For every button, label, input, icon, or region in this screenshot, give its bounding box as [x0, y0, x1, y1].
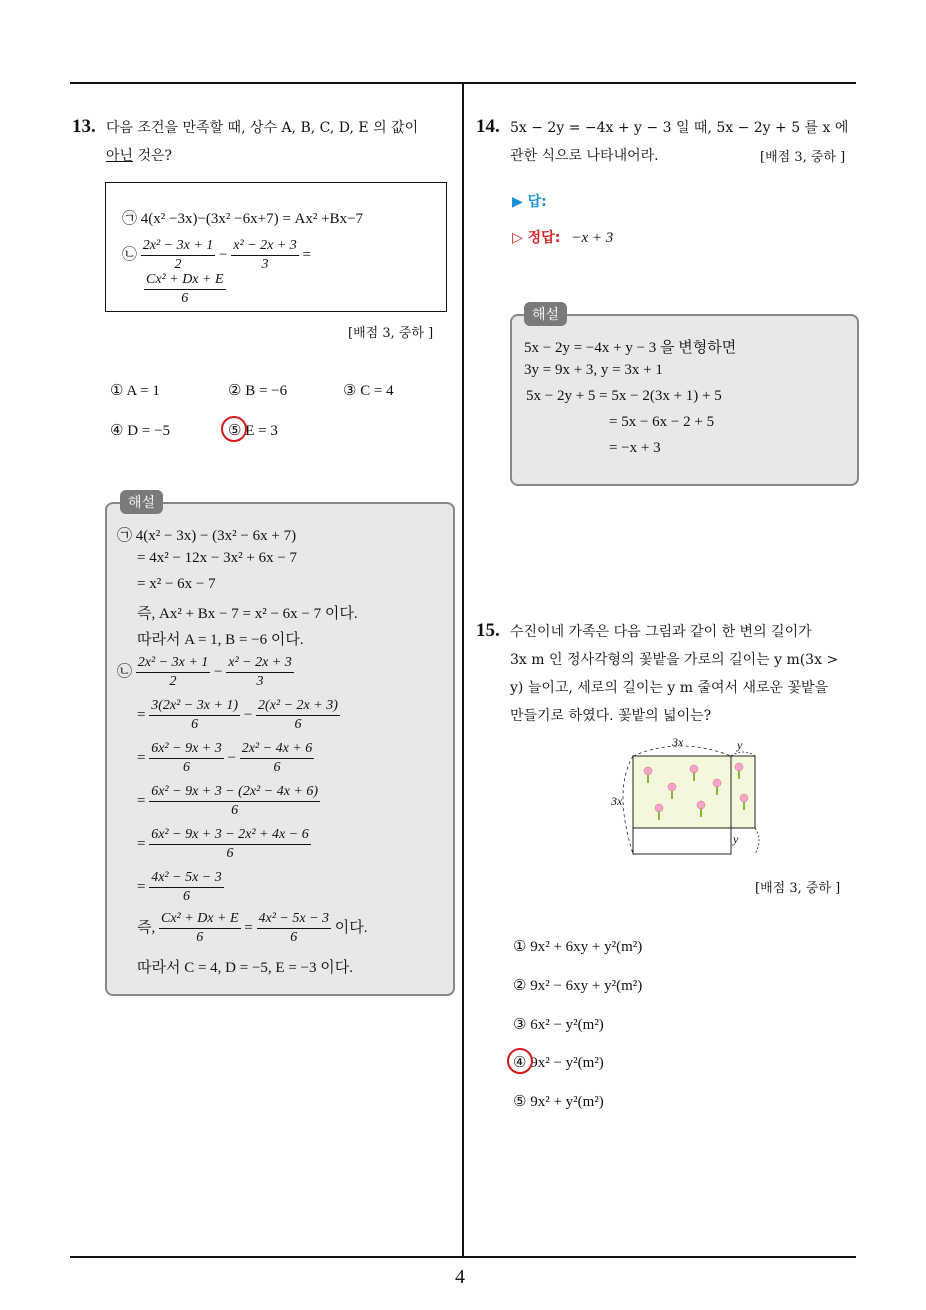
q13-number: 13.	[72, 116, 96, 137]
q14-correct	[512, 227, 613, 247]
sol14-l2: 3y = 9x + 3, y = 3x + 1	[524, 362, 663, 378]
q15-choice-4[interactable]: ④ 9x² − y²(m²)	[513, 1055, 604, 1071]
q13-solution-tag: 해설	[120, 490, 163, 514]
q15-number: 15.	[476, 620, 500, 641]
q15-choice-3[interactable]: ③ 6x² − y²(m²)	[513, 1017, 604, 1033]
sol13-l2: = 4x² − 12x − 3x² + 6x − 7	[137, 550, 298, 566]
q14-score: [배점 3, 중하 ]	[760, 150, 846, 165]
q15-figure	[605, 735, 765, 860]
q13-cond2	[122, 237, 311, 274]
sol14-l5: = −x + 3	[609, 440, 661, 456]
q13-choice-1[interactable]: ① A = 1	[110, 383, 160, 399]
sol13-l4: 즉, Ax² + Bx − 7 = x² − 6x − 7 이다.	[137, 606, 358, 622]
q13-cond2-rhs	[144, 271, 226, 308]
sol13-l6: ㉡ $\frac{\text{2x² − 3x + 1}}{2}$ − $\frac{\text{x² − 2x + 3}}{3}$	[117, 655, 292, 689]
cond2-op: −	[219, 246, 228, 263]
q13-condition-box	[105, 182, 447, 312]
q14-solution-tag: 해설	[524, 302, 567, 326]
q13-text-line1: 다음 조건을 만족할 때, 상수 A, B, C, D, E 의 값이	[106, 120, 419, 136]
sol13-l3: = x² − 6x − 7	[137, 576, 216, 592]
q14-answer-label: ▶ 답:	[512, 194, 547, 210]
sol13-l5: 따라서 A = 1, B = −6 이다.	[137, 632, 304, 648]
q15-score: [배점 3, 중하 ]	[755, 881, 841, 896]
page-number: 4	[455, 1266, 465, 1288]
q13-choice-5[interactable]: ⑤ E = 3	[228, 423, 278, 439]
q15-text-line3: y) 늘이고, 세로의 길이는 y m 줄여서 새로운 꽃밭을	[510, 680, 829, 696]
q13-choice-2[interactable]: ② B = −6	[228, 383, 288, 399]
column-divider	[462, 82, 464, 1258]
sol13-l1: ㉠ 4(x² − 3x) − (3x² − 6x + 7)	[117, 528, 297, 544]
q13-score: [배점 3, 중하 ]	[348, 326, 434, 341]
q15-choice-1[interactable]: ① 9x² + 6xy + y²(m²)	[513, 939, 643, 955]
sol13-l9: = $\frac{\text{6x² − 9x + 3 − (2x² − 4x + 6)}}{6}$	[137, 784, 319, 818]
q14-solution-box	[510, 314, 859, 486]
q13-underlined: 아닌	[106, 148, 134, 164]
sol13-l8: = $\frac{\text{6x² − 9x + 3}}{6}$ − $\frac{\text{2x² − 4x + 6}}{6}$	[137, 741, 313, 775]
bottom-rule	[70, 1256, 856, 1258]
flowerbed-diagram	[605, 740, 765, 860]
sol14-l4: = 5x − 6x − 2 + 5	[609, 414, 715, 430]
q14-text-line2: 관한 식으로 나타내어라.	[510, 148, 659, 164]
q15-text-line1: 수진이네 가족은 다음 그림과 같이 한 변의 길이가	[510, 624, 812, 640]
q14-text-line1: 5x − 2y = −4x + y − 3 일 때, 5x − 2y + 5 를 x 에	[510, 120, 849, 136]
q13-choice-4[interactable]: ④ D = −5	[110, 423, 170, 439]
q13-text-rest: 것은?	[133, 148, 173, 164]
q14-number: 14.	[476, 116, 500, 137]
fig-label-top: 3x	[672, 735, 684, 749]
fig-label-top-right: y	[737, 738, 743, 752]
sol13-l12: 즉, $\frac{\text{Cx² + Dx + E}}{6}$ = $\frac{\text{4x² − 5x − 3}}{6}$ 이다.	[137, 911, 368, 945]
cond2-frac3: $\frac{\text{Cx² + Dx + E}}{6}$	[146, 272, 224, 306]
q13-answer-mark	[221, 416, 247, 442]
sol13-l7: = $\frac{\text{3(2x² − 3x + 1)}}{6}$ − $\frac{\text{2(x² − 2x + 3)}}{6}$	[137, 698, 338, 732]
q13-solution-box	[105, 502, 455, 996]
q15-text-line2: 3x m 인 정사각형의 꽃밭을 가로의 길이는 y m(3x >	[510, 652, 839, 668]
sol13-l11: = $\frac{\text{4x² − 5x − 3}}{6}$	[137, 870, 222, 904]
q15-answer-mark	[507, 1048, 533, 1074]
sol14-l3: 5x − 2y + 5 = 5x − 2(3x + 1) + 5	[526, 388, 722, 404]
cond2-frac1: $\frac{\text{2x² − 3x + 1}}{2}$	[142, 238, 214, 272]
sol13-l13: 따라서 C = 4, D = −5, E = −3 이다.	[137, 960, 353, 976]
fig-label-left: 3x	[611, 794, 623, 808]
q14-correct-label: ▷ 정답:	[512, 230, 561, 246]
cond2-label: ㉡	[122, 246, 138, 263]
q14-correct-value: −x + 3	[571, 230, 614, 246]
cond2-frac2: $\frac{\text{x² − 2x + 3}}{3}$	[233, 238, 297, 272]
q13-choice-3[interactable]: ③ C = 4	[343, 383, 394, 399]
q15-choice-2[interactable]: ② 9x² − 6xy + y²(m²)	[513, 978, 643, 994]
cond2-eq: =	[302, 246, 312, 263]
fig-label-bottom-right: y	[733, 832, 739, 846]
q15-choice-5[interactable]: ⑤ 9x² + y²(m²)	[513, 1094, 604, 1110]
q13-cond1: ㉠ 4(x² −3x)−(3x² −6x+7) = Ax² +Bx−7	[122, 211, 364, 227]
q15-text-line4: 만들기로 하였다. 꽃밭의 넓이는?	[510, 708, 712, 724]
sol13-l10: = $\frac{\text{6x² − 9x + 3 − 2x² + 4x − 6}}{6}$	[137, 827, 309, 861]
q13-text-line2	[106, 141, 172, 171]
sol14-l1: 5x − 2y = −4x + y − 3 을 변형하면	[524, 340, 737, 356]
